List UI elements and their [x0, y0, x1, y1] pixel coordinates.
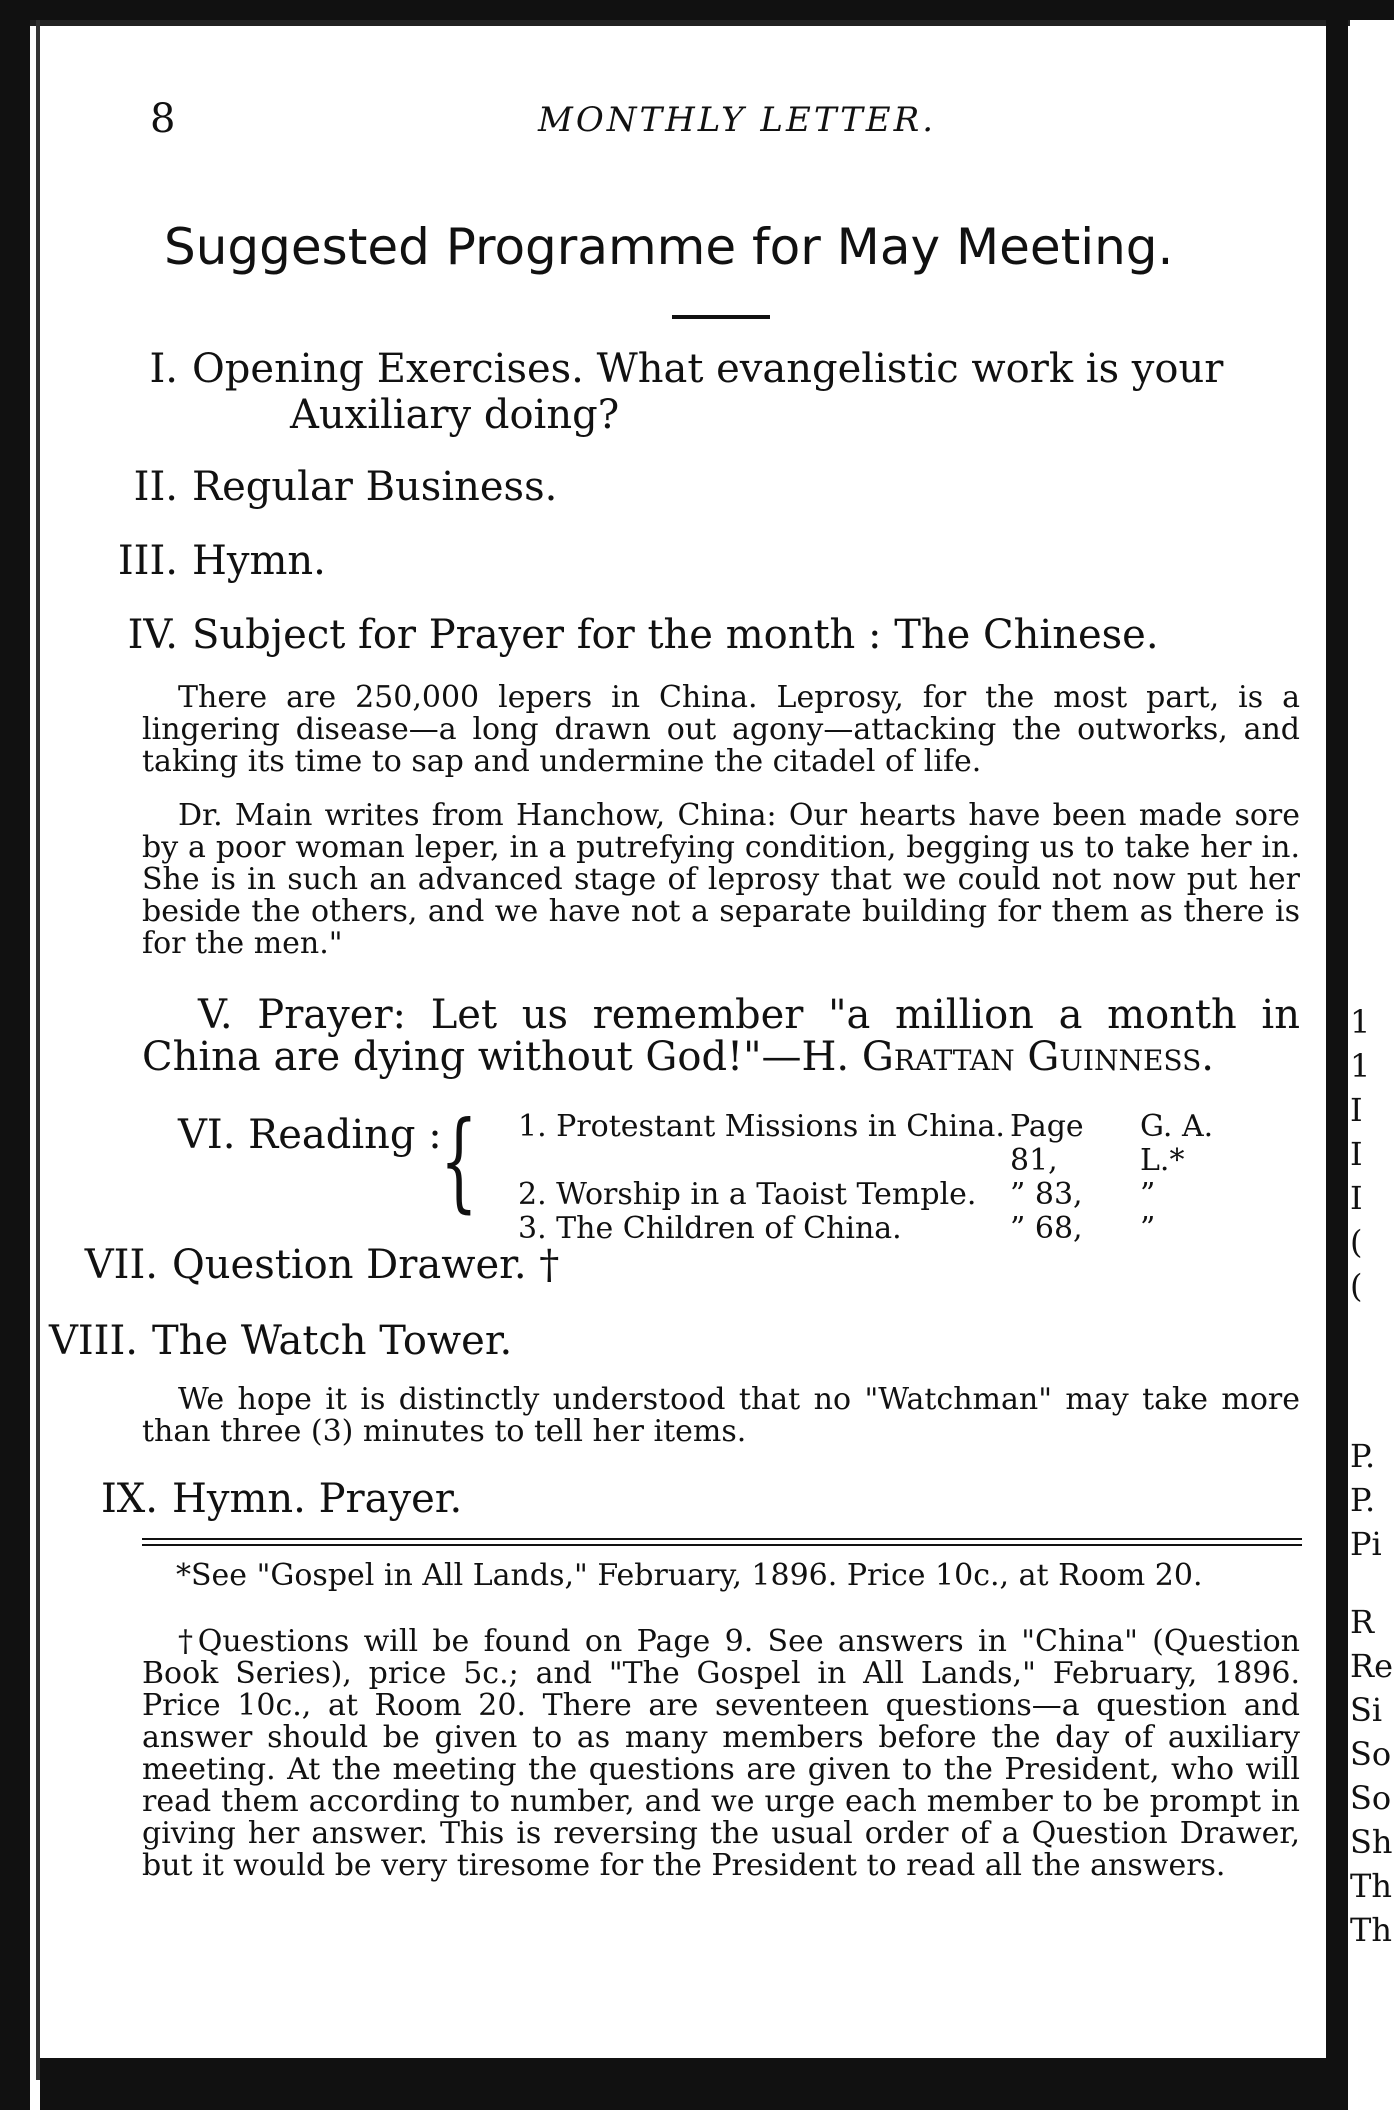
page-number: 8 [150, 96, 176, 142]
scan-edge-top [0, 0, 1394, 20]
scan-edge-top-inner [30, 20, 1350, 26]
paragraph-dr-main: Dr. Main writes from Hanchow, China: Our hearts have been made sore by a poor woman leper, in a putrefying condition, begging us to take her in. She is in such an advanced stage of leprosy that we could not now put her beside the others, and we have not a separate building for them as there is for the men." [142, 798, 1300, 961]
programme-item-ix [40, 1476, 462, 1522]
title-divider [672, 315, 770, 319]
brace-glyph: { [440, 1099, 478, 1224]
programme-item-i [60, 346, 1300, 392]
reading-entry [518, 1178, 1240, 1212]
item-text: Subject for Prayer for the month : The Chinese. [192, 612, 1159, 658]
item-text: Question Drawer. † [172, 1242, 560, 1288]
edge-fragment: So [1350, 1779, 1392, 1817]
paragraph-lepers: There are 250,000 lepers in China. Leprosy, for the most part, is a lingering disease—a long drawn out agony—attacking the outworks, and taking its time to sap and undermine the citadel of life. [142, 680, 1300, 779]
prayer-author: Grattan Guinness. [861, 1034, 1214, 1080]
reading-page: ” 68, [1010, 1211, 1083, 1246]
scan-edge-bottom [40, 2058, 1330, 2110]
edge-fragment: Th [1350, 1911, 1392, 1949]
scan-edge-left [0, 0, 30, 2110]
reading-entry [518, 1212, 1240, 1246]
item-number: III. [117, 538, 178, 584]
programme-item-iv [60, 612, 1300, 658]
edge-fragment: Th [1350, 1867, 1392, 1905]
edge-fragment: Pi [1350, 1525, 1382, 1563]
reading-ref: ” [1140, 1211, 1156, 1246]
page-gutter-right [1326, 0, 1348, 2110]
programme-item-viii [20, 1318, 512, 1364]
item-text: Opening Exercises. What evangelistic work is your [192, 346, 1224, 392]
reading-list [518, 1110, 1240, 1246]
programme-item-i-continuation: Auxiliary doing? [290, 392, 620, 438]
edge-fragment: I [1350, 1179, 1363, 1217]
footnote-divider [142, 1538, 1302, 1540]
edge-fragment: Si [1350, 1691, 1383, 1729]
footnote-star: *See "Gospel in All Lands," February, 1896. Price 10c., at Room 20. [176, 1558, 1203, 1593]
edge-fragment: ( [1350, 1267, 1363, 1305]
reading-title: 3. The Children of China. [518, 1211, 902, 1246]
running-head: MONTHLY LETTER. [538, 100, 937, 140]
item-text: Regular Business. [192, 464, 558, 510]
edge-fragment: ( [1350, 1223, 1363, 1261]
programme-item-vi-label: VI. Reading : [178, 1112, 442, 1158]
reading-ref: ” [1140, 1177, 1156, 1212]
edge-fragment: P. [1350, 1437, 1376, 1475]
edge-fragment: I [1350, 1135, 1363, 1173]
reading-ref: G. A. L.* [1140, 1109, 1214, 1178]
adjacent-page-fragment-a [1350, 1000, 1394, 1308]
item-number: II. [133, 464, 178, 510]
edge-fragment: I [1350, 1091, 1363, 1129]
item-text: The Watch Tower. [152, 1318, 513, 1364]
edge-fragment: Re [1350, 1647, 1394, 1685]
page-title: Suggested Programme for May Meeting. [164, 218, 1174, 276]
programme-item-v [142, 994, 1300, 1078]
reading-page: ” 83, [1010, 1177, 1083, 1212]
edge-fragment: 1 [1350, 1003, 1371, 1041]
edge-fragment: So [1350, 1735, 1392, 1773]
item-number: IV. [127, 612, 178, 658]
programme-item-vii [40, 1242, 559, 1288]
footnote-dagger: †Questions will be found on Page 9. See answers in "China" (Question Book Series), price 5c.; and "The Gospel in All Lands," February, 1896. Price 10c., at Room 20. There are seventeen questions—a question and answer should be given to as many members before the day of auxiliary meeting. At the meeting the questions are given to the President, who will read them according to number, and we urge each member to be prompt in giving her answer. This is reversing the usual order of a Question Drawer, but it would be very tiresome for the President to read all the answers. [142, 1624, 1300, 1883]
edge-fragment: 1 [1350, 1047, 1371, 1085]
reading-title: 1. Protestant Missions in China. [518, 1109, 1005, 1144]
item-number: I. [149, 346, 178, 392]
item-number: VIII. [48, 1318, 138, 1364]
edge-fragment: Sh [1350, 1823, 1393, 1861]
reading-page: Page 81, [1010, 1109, 1084, 1178]
adjacent-page-fragment-c [1350, 1600, 1394, 1952]
item-text: Hymn. [192, 538, 326, 584]
prayer-text: V. Prayer: Let us remember "a million a month in China are dying without God!"—H. [142, 992, 1300, 1080]
scan-edge-left-inner [36, 20, 40, 2080]
reading-entry [518, 1110, 1240, 1178]
item-text: Hymn. Prayer. [172, 1476, 463, 1522]
footnote-divider [142, 1544, 1302, 1546]
paragraph-watch-tower: We hope it is distinctly understood that no "Watchman" may take more than three (3) minutes to tell her items. [142, 1382, 1300, 1449]
edge-fragment: R [1350, 1603, 1375, 1641]
programme-item-ii [60, 464, 557, 510]
adjacent-page-fragment-b [1350, 1434, 1394, 1566]
edge-fragment: P. [1350, 1481, 1376, 1519]
item-number: VII. [84, 1242, 158, 1288]
item-number: IX. [101, 1476, 158, 1522]
programme-item-iii [60, 538, 326, 584]
reading-title: 2. Worship in a Taoist Temple. [518, 1177, 977, 1212]
